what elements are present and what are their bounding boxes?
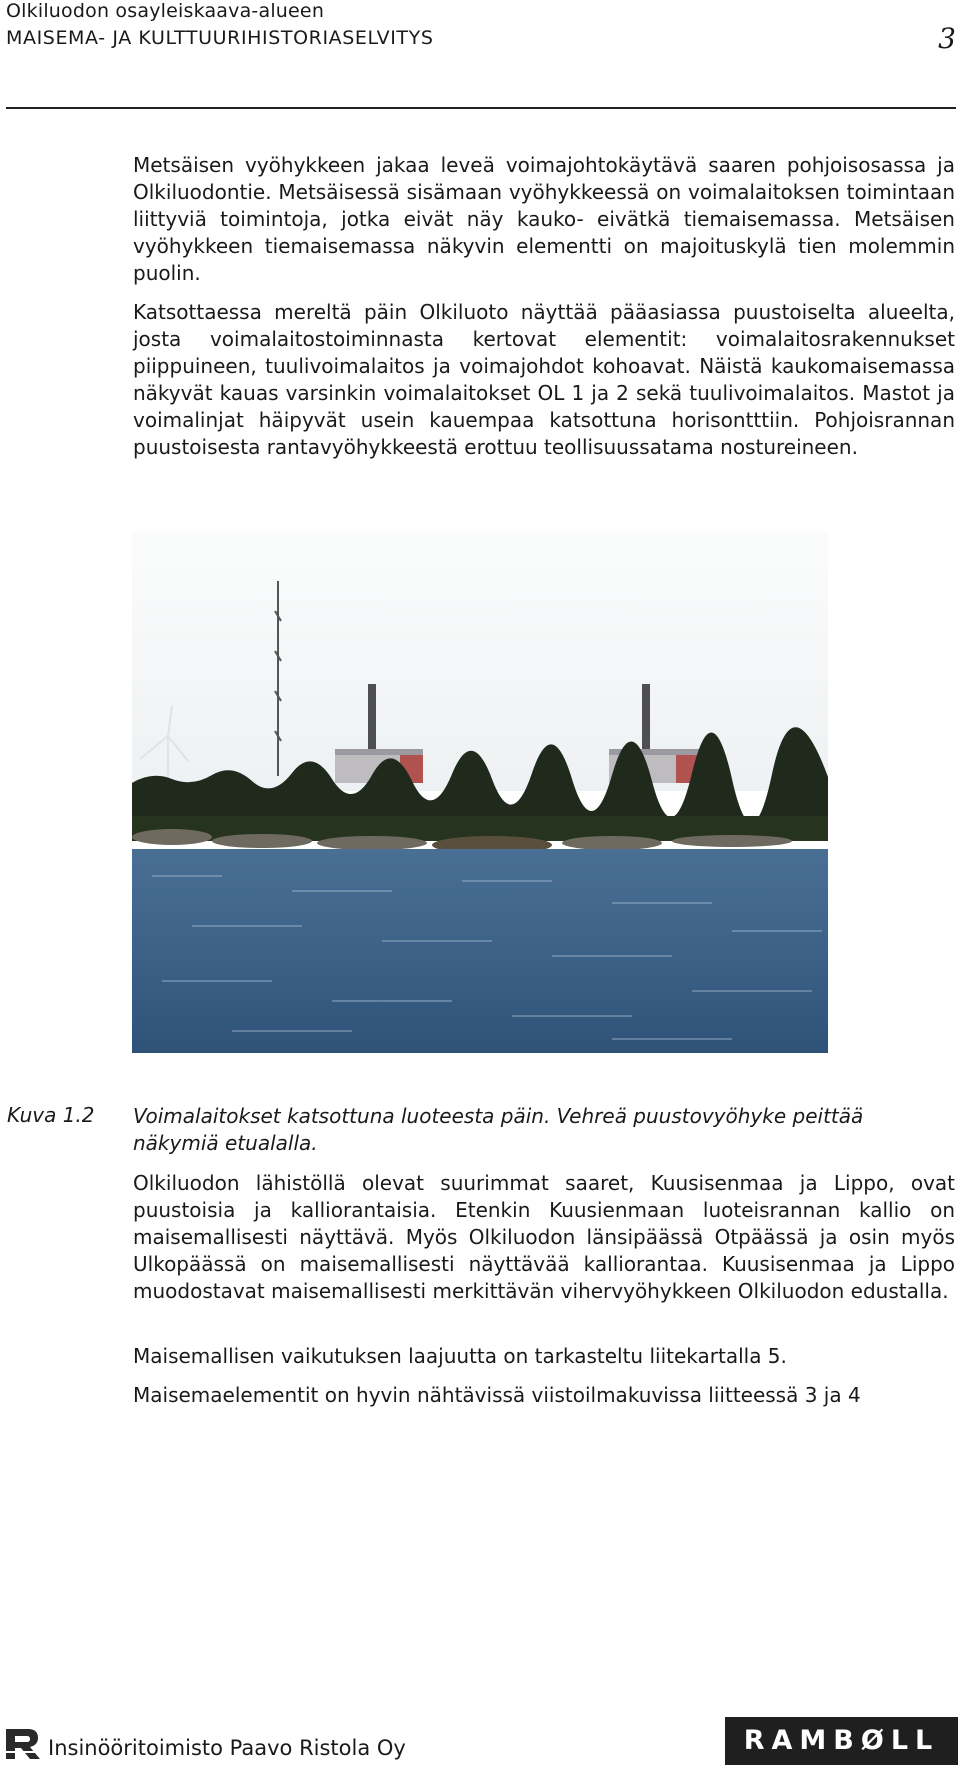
header-title-line1: Olkiluodon osayleiskaava-alueen xyxy=(6,0,325,22)
body-paragraph-islands: Olkiluodon lähistöllä olevat suurimmat saaret, Kuusisenmaa ja Lippo, ovat puustoisia ja kalliorantaisia. Etenkin Kuusienmaan luoteisrannan kallio on maisemallisesti näyttävä. Myös Olkiluodon länsipäässä Otpäässä ja osin myös Ulkopäässä on maisemallisesti näyttävää kalliorantaa. Kuusisenmaa ja Lippo muodostavat maisemallisesti merkittävän vihervyöhykkeen Olkiluodon edustalla. xyxy=(133,1171,955,1303)
photo-illustration xyxy=(132,531,828,1053)
ramboll-logo: RAMBØLL xyxy=(725,1717,958,1765)
figure-label: Kuva 1.2 xyxy=(7,1103,95,1127)
ristola-logo-icon xyxy=(2,1725,42,1761)
header-title-line2: MAISEMA- JA KULTTUURIHISTORIASELVITYS xyxy=(6,27,434,49)
body-paragraph-sea-view: Katsottaessa mereltä päin Olkiluoto näyttää pääasiassa puustoiselta alueelta, josta voimalaitostoiminnasta kertovat elementit: voimalaitosrakennukset piippuineen, tuulivoimalaitos ja voimajohdot kohoavat. Näistä kaukomaisemassa näkyvät kauas varsinkin voimalaitokset OL 1 ja 2 sekä tuulivoimalaitos. Mastot ja voimalinjat häipyvät usein kauempaa katsottuna horisontttiin. Pohjoisrannan puustoisesta rantavyöhykkeestä erottuu teollisuussatama nostureineen. xyxy=(133,300,955,459)
figure-photo-power-plants xyxy=(132,531,828,1053)
figure-caption: Voimalaitokset katsottuna luoteesta päin. Vehreä puustovyöhyke peittää näkymiä etualalla. xyxy=(133,1104,864,1155)
sea xyxy=(132,849,828,1053)
body-paragraph-forest-zone: Metsäisen vyöhykkeen jakaa leveä voimajohtokäytävä saaren pohjoisosassa ja Olkiluodontie. Metsäisessä sisämaan vyöhykkeessä on voimalaitoksen toimintaan liittyviä toimintoja, jotka eivät näy kauko- eivätkä tiemaisemassa. Metsäisen vyöhykkeen tiemaisemassa näkyvin elementti on majoituskylä tien molemmin puolin. xyxy=(133,153,955,285)
page-number: 3 xyxy=(938,22,956,55)
body-paragraph-aerial: Maisemaelementit on hyvin nähtävissä viistoilmakuvissa liitteessä 3 ja 4 xyxy=(133,1383,861,1407)
header-divider xyxy=(6,107,956,109)
footer-company-name: Insinööritoimisto Paavo Ristola Oy xyxy=(48,1736,406,1760)
body-paragraph-impact: Maisemallisen vaikutuksen laajuutta on tarkasteltu liitekartalla 5. xyxy=(133,1344,787,1368)
